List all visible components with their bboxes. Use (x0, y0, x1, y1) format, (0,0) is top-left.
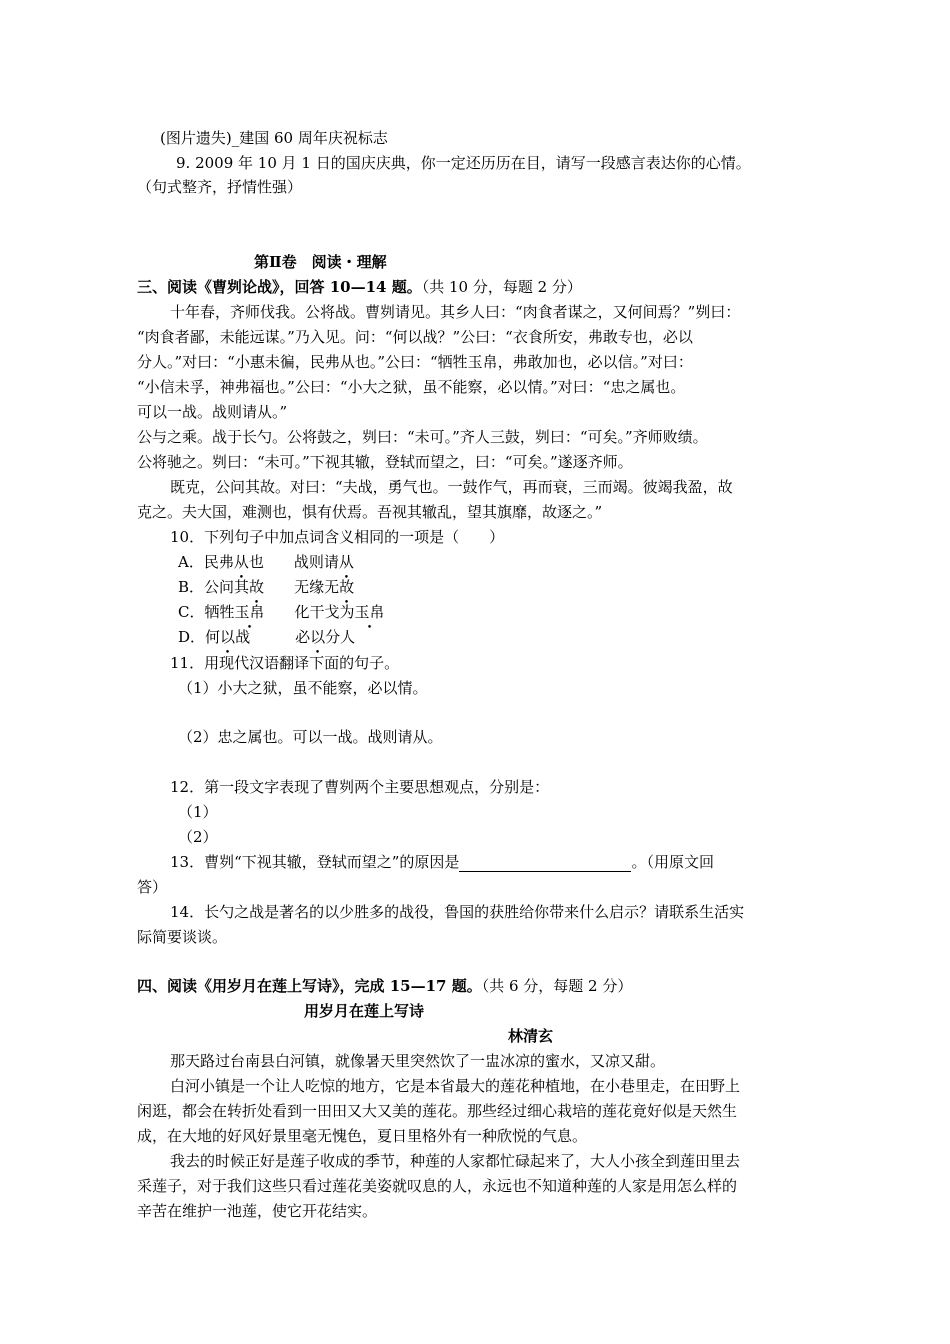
dotted-word: 从 (233, 553, 249, 571)
option-text: 民弗 (203, 553, 234, 571)
question-13 (170, 852, 714, 872)
option-label: C． (178, 603, 205, 621)
passage-line: 可以一战。战则请从。” (137, 403, 288, 421)
question-14-text: 际简要谈谈。 (137, 928, 228, 946)
article-line: 闲逛，都会在转折处看到一田田又大又美的莲花。那些经过细心栽培的莲花竟好似是天然生 (137, 1102, 738, 1120)
dotted-word: 以 (310, 628, 326, 646)
question-11-sentence-1: （1）小大之狱，虽不能察，必以情。 (178, 679, 428, 697)
passage-line: 公与之乘。战于长勺。公将鼓之，刿曰：“未可。”齐人三鼓，刿曰：“可矣。”齐师败绩。 (137, 428, 708, 446)
article-line: 采莲子，对于我们这些只看过莲花美姿就叹息的人，永远也不知道种莲的人家是用怎么样的 (137, 1177, 738, 1195)
answer-blank (459, 855, 631, 872)
dotted-word: 故 (339, 578, 355, 596)
passage-line: 十年春，齐师伐我。公将战。曹刿请见。其乡人曰：“肉食者谋之，又何间焉？”刿曰： (170, 303, 741, 321)
article-line: 成，在大地的好风好景里毫无愧色，夏日里格外有一种欣悦的气息。 (137, 1127, 588, 1145)
dotted-word: 以 (220, 628, 236, 646)
question-12-answer-1: （1） (178, 803, 218, 821)
volume-title: 第Ⅱ卷 阅读・理解 (254, 253, 387, 271)
option-d (178, 627, 355, 647)
question-11-stem: 11．用现代汉语翻译下面的句子。 (170, 654, 400, 672)
article-line: 白河小镇是一个让人吃惊的地方，它是本省最大的莲花种植地，在小巷里走，在田野上 (170, 1077, 741, 1095)
question-9-requirement: （句式整齐，抒情性强） (137, 178, 303, 196)
article-title: 用岁月在莲上写诗 (304, 1002, 425, 1020)
question-13-text: 13．曹刿“下视其辙，登轼而望之”的原因是 (170, 853, 460, 871)
section-4-heading-note: （共 6 分，每题 2 分） (481, 977, 633, 995)
option-label: D． (178, 628, 206, 646)
article-line: 那天路过台南县白河镇，就像暑天里突然饮了一盅冰凉的蜜水，又凉又甜。 (170, 1052, 666, 1070)
image-missing-caption: (图片遗失)_建国 60 周年庆祝标志 (160, 129, 388, 147)
passage-line: 既克，公问其故。对曰：“夫战，勇气也。一鼓作气，再而衰，三而竭。彼竭我盈，故 (170, 478, 733, 496)
dotted-word: 从 (338, 553, 354, 571)
option-label: B． (178, 578, 205, 596)
question-14-text: 14．长勺之战是著名的以少胜多的战役，鲁国的获胜给你带来什么启示？请联系生活实 (170, 903, 745, 921)
section-4-heading (137, 976, 632, 996)
question-13-text: 。（用原文回 (631, 853, 714, 871)
dotted-word: 故 (249, 578, 265, 596)
passage-line: 克之。夫大国，难测也，惧有伏焉。吾视其辙乱，望其旗靡，故逐之。” (137, 503, 603, 521)
question-10-stem: 10．下列句子中加点词含义相同的一项是（ ） (170, 528, 505, 546)
dotted-word: 玉帛 (234, 603, 265, 621)
question-13-continued: 答） (137, 878, 168, 896)
dotted-word: 玉帛 (354, 603, 385, 621)
passage-line: 公将驰之。刿曰：“未可。”下视其辙，登轼而望之，曰：“可矣。”遂逐齐师。 (137, 453, 633, 471)
option-c (178, 602, 385, 622)
article-author: 林清玄 (508, 1027, 554, 1045)
option-text: 化干戈为 (264, 603, 355, 621)
article-line: 辛苦在维护一池莲，使它开花结实。 (137, 1202, 378, 1220)
article-line: 我去的时候正好是莲子收成的季节，种莲的人家都忙碌起来了，大人小孩全到莲田里去 (170, 1152, 741, 1170)
option-text: 分人 (325, 628, 356, 646)
question-12-stem: 12．第一段文字表现了曹刿两个主要思想观点，分别是： (170, 778, 550, 796)
option-text: 也 战则请 (248, 553, 339, 571)
option-label: A． (178, 553, 204, 571)
passage-line: “小信未孚，神弗福也。”公曰：“小大之狱，虽不能察，必以情。”对曰：“忠之属也。 (137, 378, 686, 396)
section-3-heading-main: 三、阅读《曹刿论战》，回答 10—14 题。 (137, 278, 422, 296)
question-11-sentence-2: （2）忠之属也。可以一战。战则请从。 (178, 728, 443, 746)
option-text: 牺牲 (204, 603, 235, 621)
option-text: 公问其 (204, 578, 250, 596)
passage-line: “肉食者鄙，未能远谋。”乃入见。问：“何以战？”公曰：“衣食所安，弗敢专也，必以 (137, 328, 693, 346)
option-text: 战 必 (235, 628, 311, 646)
question-9-text: 9. 2009 年 10 月 1 日的国庆庆典，你一定还历历在目，请写一段感言表达你的心情。 (176, 154, 751, 172)
section-4-heading-main: 四、阅读《用岁月在莲上写诗》，完成 15—17 题。 (137, 977, 482, 995)
passage-line: 分人。”对曰：“小惠未徧，民弗从也。”公曰：“牺牲玉帛，弗敢加也，必以信。”对曰： (137, 353, 693, 371)
option-text: 何 (205, 628, 221, 646)
section-3-heading-note: （共 10 分，每题 2 分） (421, 278, 582, 296)
option-a (178, 552, 354, 572)
option-text: 无缘无 (264, 578, 340, 596)
question-12-answer-2: （2） (178, 828, 218, 846)
option-b (178, 577, 354, 597)
section-3-heading (137, 277, 582, 297)
